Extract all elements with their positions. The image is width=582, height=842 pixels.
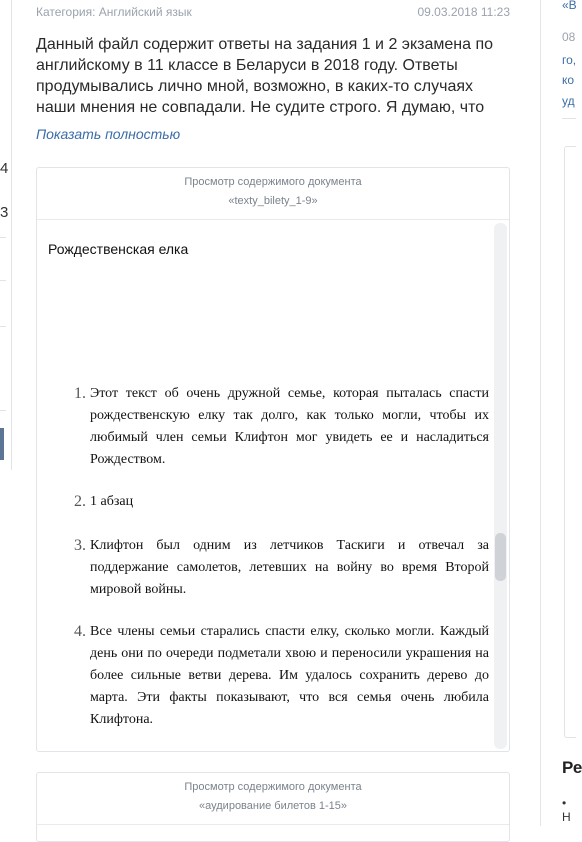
- left-sidebar-fragment: [0, 0, 14, 826]
- related-link-fragment[interactable]: уд: [562, 94, 575, 108]
- right-divider-line: [562, 118, 576, 119]
- answer-item: [37, 621, 489, 731]
- answer-text: Этот текст об очень дружной семье, которая пыталась спасти рождественскую елку так долго, как только могли, чтобы их любимый член семьи Клифтон мог увидеть ее и насладиться Рождеством.: [90, 386, 489, 467]
- left-divider: [11, 0, 12, 470]
- description-line: продумывались лично мной, возможно, в каких-то случаях: [36, 78, 473, 95]
- answer-number: 1.: [74, 385, 86, 402]
- answer-item: [37, 491, 133, 513]
- document-preview-header: [37, 168, 509, 220]
- left-divider-tick: [0, 280, 6, 281]
- preview-caption: Просмотр содержимого документа: [184, 781, 362, 793]
- right-list-item[interactable]: • Н: [562, 796, 571, 824]
- right-panel-box: [564, 146, 576, 738]
- related-date-fragment: 08: [562, 30, 576, 44]
- left-divider-tick: [0, 237, 6, 238]
- document-preview: [36, 167, 510, 752]
- show-all-link[interactable]: Показать полностью: [36, 126, 181, 142]
- left-active-indicator[interactable]: [0, 428, 4, 460]
- document-content[interactable]: [37, 221, 509, 751]
- left-fragment-4: 4: [0, 160, 9, 177]
- answer-item: [37, 383, 489, 471]
- document-filename: «texty_bilety_1-9»: [228, 195, 318, 207]
- publish-date: 09.03.2018 11:23: [417, 5, 510, 19]
- material-meta: [36, 5, 510, 21]
- material-description: [36, 34, 510, 118]
- answer-text: Все члены семьи старались спасти елку, сколько могли. Каждый день они по очереди подметали хвою и переносили украшения на более сильные ветви дерева. Им удалось сохранить дерево до марта. Эти факты показывают, что вся семья очень любила Клифтона.: [90, 624, 489, 727]
- description-line: английскому в 11 классе в Беларуси в 2018 году. Ответы: [36, 57, 458, 74]
- related-link-fragment[interactable]: го,: [562, 53, 577, 67]
- document-title: Рождественская елка: [48, 241, 189, 257]
- right-sidebar-fragment: [540, 0, 582, 826]
- answer-text: 1 абзац: [90, 494, 134, 509]
- scrollbar-thumb[interactable]: [495, 533, 506, 581]
- preview-caption: Просмотр содержимого документа: [184, 176, 362, 188]
- left-divider-tick: [0, 410, 6, 411]
- related-link-fragment[interactable]: «В: [562, 0, 577, 12]
- description-line: наши мнения не совпадали. Не судите строго. Я думаю, что: [36, 99, 485, 116]
- right-section-heading: Ре: [562, 758, 582, 777]
- document-scrollbar[interactable]: [494, 223, 507, 749]
- answer-number: 4.: [74, 623, 86, 640]
- left-fragment-3: 3: [0, 204, 9, 221]
- related-link-fragment[interactable]: ко: [562, 73, 575, 87]
- answer-number: 3.: [74, 537, 86, 554]
- right-divider: [540, 0, 541, 826]
- answer-text: Клифтон был одним из летчиков Таскиги и отвечал за поддержание самолетов, летевших на войну во время Второй мировой войны.: [90, 538, 489, 597]
- document-filename: «аудирование билетов 1-15»: [199, 800, 347, 812]
- left-divider-tick: [0, 326, 6, 327]
- category-label: Категория: Английский язык: [36, 5, 192, 19]
- description-line: Данный файл содержит ответы на задания 1 и 2 экзамена по: [36, 36, 493, 53]
- answer-number: 2.: [74, 493, 86, 510]
- answer-item: [37, 535, 489, 601]
- document-preview: [36, 772, 510, 842]
- document-preview-header: [37, 773, 509, 825]
